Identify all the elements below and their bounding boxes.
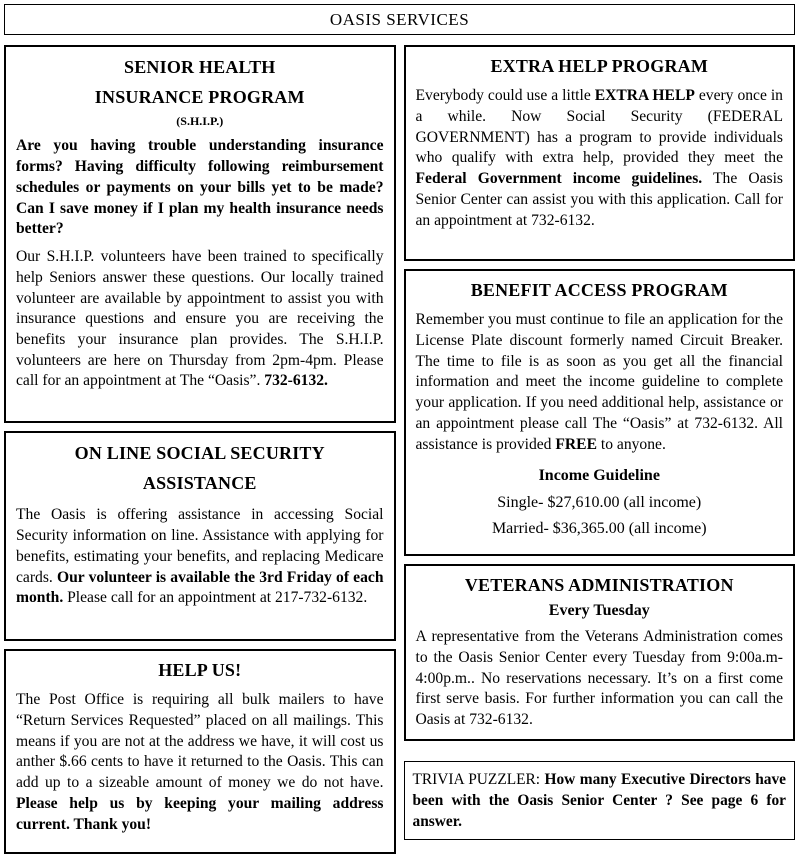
ship-subtitle: (S.H.I.P.) — [176, 114, 224, 129]
content-columns — [4, 45, 795, 854]
trivia-puzzler-paragraph: TRIVIA PUZZLER: How many Executive Directors have been with the Oasis Senior Center ? See page 6 for answer. — [412, 770, 786, 831]
benefit-access-title: BENEFIT ACCESS PROGRAM — [470, 280, 728, 300]
online-social-security-box — [4, 431, 396, 641]
benefit-access-paragraph: Remember you must continue to file an application for the License Plate discount formerly named Circuit Breaker. The time to file is as soon as you get all the financial information and meet the income guideline to complete your application. If you need additional help, assistance or an appointment please call The “Oasis” at 732-6132. All assistance is provided FREE to anyone. — [415, 311, 783, 453]
veterans-subtitle: Every Tuesday — [548, 602, 650, 620]
online-social-security-paragraph: The Oasis is offering assistance in accessing Social Security information on line. Assistance with applying for benefits, estimating your benefits, and replacing Medicare cards. Our volunteer is available the 3rd Friday of each month. Please call for an appointment at 217-732-6132. — [16, 506, 384, 607]
extra-help-paragraph: Everybody could use a little EXTRA HELP every once in a while. Now Social Security (FEDERAL GOVERNMENT) has a program to provide individuals who qualify with extra help, provided they meet the Federal Government income guidelines. The Oasis Senior Center can assist you with this application. Call for an appointment at 732-6132. — [415, 87, 783, 229]
veterans-box — [404, 564, 796, 741]
page-title: OASIS SERVICES — [329, 10, 470, 29]
benefit-access-box — [404, 269, 796, 556]
ship-box — [4, 45, 396, 423]
income-guideline-heading: Income Guideline — [538, 467, 660, 485]
online-social-security-title-line2: ASSISTANCE — [142, 472, 257, 493]
help-us-title: HELP US! — [158, 660, 242, 680]
help-us-paragraph: The Post Office is requiring all bulk mailers to have “Return Services Requested” placed on all mailings. This means if you are not at the address we have, it will cost us anther $.66 cents to have it returned to the Oasis. This can add up to a sizeable amount of money we do not have. Please help us by keeping your mailing address current. Thank you! — [16, 691, 384, 833]
ship-title — [16, 53, 384, 112]
online-social-security-title-line1: ON LINE SOCIAL SECURITY — [74, 443, 325, 463]
extra-help-title: EXTRA HELP PROGRAM — [490, 56, 709, 76]
trivia-puzzler-box — [404, 761, 796, 840]
ship-title-line1: SENIOR HEALTH — [124, 57, 276, 77]
online-social-security-title — [16, 439, 384, 498]
help-us-box — [4, 649, 396, 854]
left-column — [4, 45, 396, 854]
veterans-title: VETERANS ADMINISTRATION — [464, 575, 734, 595]
right-column — [404, 45, 796, 840]
veterans-paragraph: A representative from the Veterans Administration comes to the Oasis Senior Center every Tuesday from 9:00a.m-4:00p.m.. No reservations necessary. It’s on a first come first serve basis. For further information you can call the Oasis at 732-6132. — [415, 628, 783, 729]
ship-paragraph-2: Our S.H.I.P. volunteers have been trained to specifically help Seniors answer these questions. Our locally trained volunteer are available by appointment to assist you with insurance questions and ensure you are receiving the benefits your insurance plan provides. The S.H.I.P. volunteers are here on Thursday from 2pm-4pm. Please call for an appointment at The “Oasis”. 732-6132. — [16, 248, 384, 390]
ship-paragraph-1: Are you having trouble understanding insurance forms? Having difficulty following reimbursement schedules or payments on your bills yet to be made? Can I save money if I plan my health insurance needs better? — [16, 137, 384, 238]
page-header — [4, 4, 795, 35]
income-married-line: Married- $36,365.00 (all income) — [491, 520, 707, 538]
extra-help-box — [404, 45, 796, 261]
ship-title-line2: INSURANCE PROGRAM — [94, 86, 305, 107]
income-single-line: Single- $27,610.00 (all income) — [497, 493, 702, 511]
